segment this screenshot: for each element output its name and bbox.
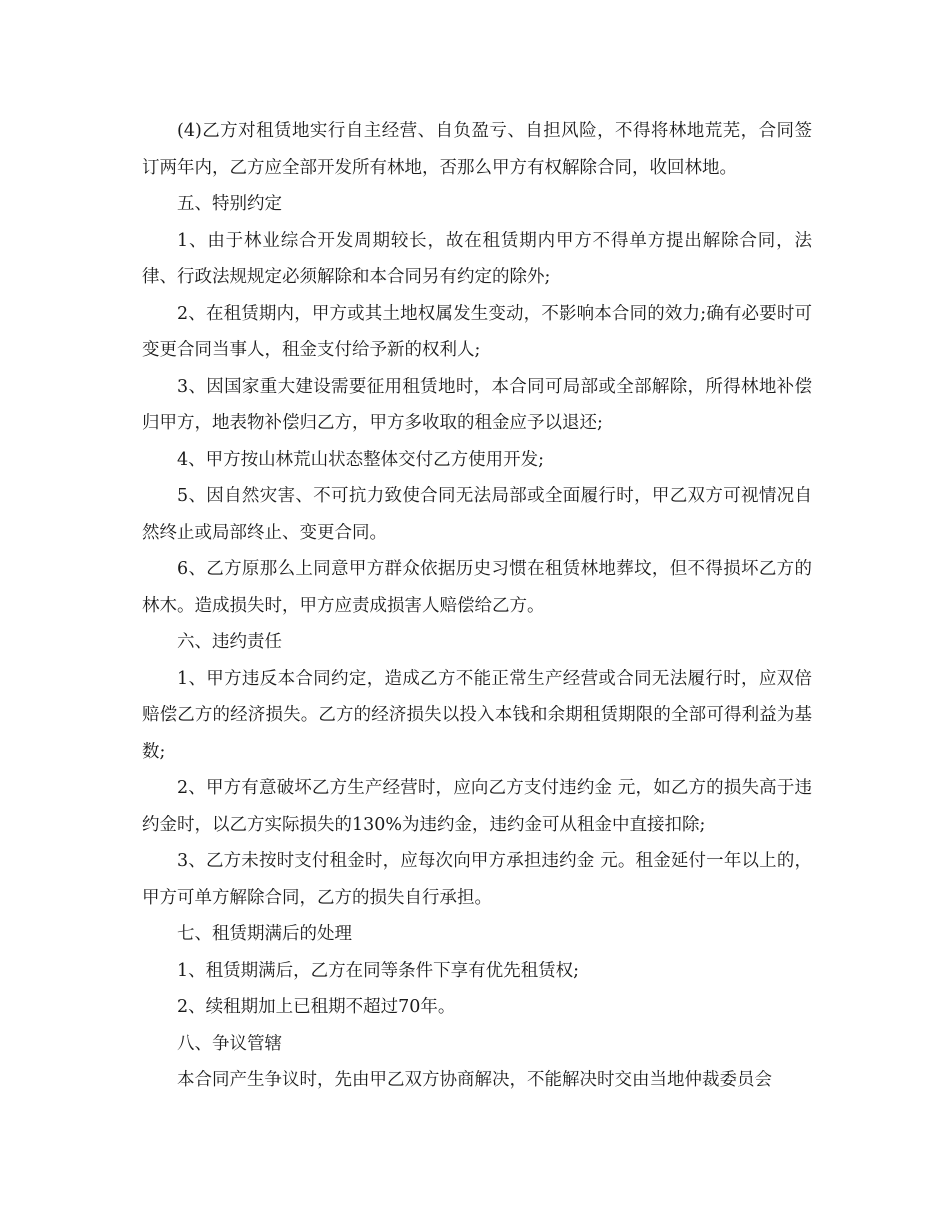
expiry-item-2: 2、续租期加上已租期不超过70年。 bbox=[177, 997, 456, 1017]
breach-item-2: 2、甲方有意破坏乙方生产经营时，应向乙方支付违约金 元，如乙方的损失高于违约金时，以乙方实际损失的130%为违约金，违约金可从租金中直接扣除; bbox=[142, 778, 812, 835]
document-body bbox=[142, 113, 812, 1099]
section-heading-expiry: 七、租赁期满后的处理 bbox=[177, 924, 352, 944]
special-terms-item-2: 2、在租赁期内，甲方或其土地权属发生变动，不影响本合同的效力;确有必要时可变更合同当事人，租金支付给予新的权利人; bbox=[142, 303, 812, 360]
breach-item-1: 1、甲方违反本合同约定，造成乙方不能正常生产经营或合同无法履行时，应双倍赔偿乙方的经济损失。乙方的经济损失以投入本钱和余期租赁期限的全部可得利益为基数; bbox=[142, 668, 812, 762]
section-heading-disputes: 八、争议管辖 bbox=[177, 1033, 282, 1054]
expiry-item-1: 1、租赁期满后，乙方在同等条件下享有优先租赁权; bbox=[177, 960, 580, 981]
breach-item-3: 3、乙方未按时支付租金时，应每次向甲方承担违约金 元。租金延付一年以上的，甲方可单方解除合同，乙方的损失自行承担。 bbox=[142, 851, 812, 908]
special-terms-item-5: 5、因自然灾害、不可抗力致使合同无法局部或全面履行时，甲乙双方可视情况自然终止或局部终止、变更合同。 bbox=[142, 486, 812, 543]
disputes-paragraph: 本合同产生争议时，先由甲乙双方协商解决，不能解决时交由当地仲裁委员会 bbox=[177, 1070, 772, 1090]
special-terms-item-3: 3、因国家重大建设需要征用租赁地时，本合同可局部或全部解除，所得林地补偿归甲方，地表物补偿归乙方，甲方多收取的租金应予以退还; bbox=[142, 376, 812, 433]
special-terms-item-4: 4、甲方按山林荒山状态整体交付乙方使用开发; bbox=[177, 449, 545, 470]
section-heading-breach: 六、违约责任 bbox=[177, 632, 282, 652]
section-heading-special-terms: 五、特别约定 bbox=[177, 194, 282, 214]
special-terms-item-6: 6、乙方原那么上同意甲方群众依据历史习惯在租赁林地葬坟，但不得损坏乙方的林木。造成损失时，甲方应责成损害人赔偿给乙方。 bbox=[142, 559, 812, 616]
clause-4-paragraph: (4)乙方对租赁地实行自主经营、自负盈亏、自担风险，不得将林地荒芜，合同签订两年内，乙方应全部开发所有林地，否那么甲方有权解除合同，收回林地。 bbox=[142, 121, 812, 178]
special-terms-item-1: 1、由于林业综合开发周期较长，故在租赁期内甲方不得单方提出解除合同，法律、行政法规规定必须解除和本合同另有约定的除外; bbox=[142, 230, 812, 287]
